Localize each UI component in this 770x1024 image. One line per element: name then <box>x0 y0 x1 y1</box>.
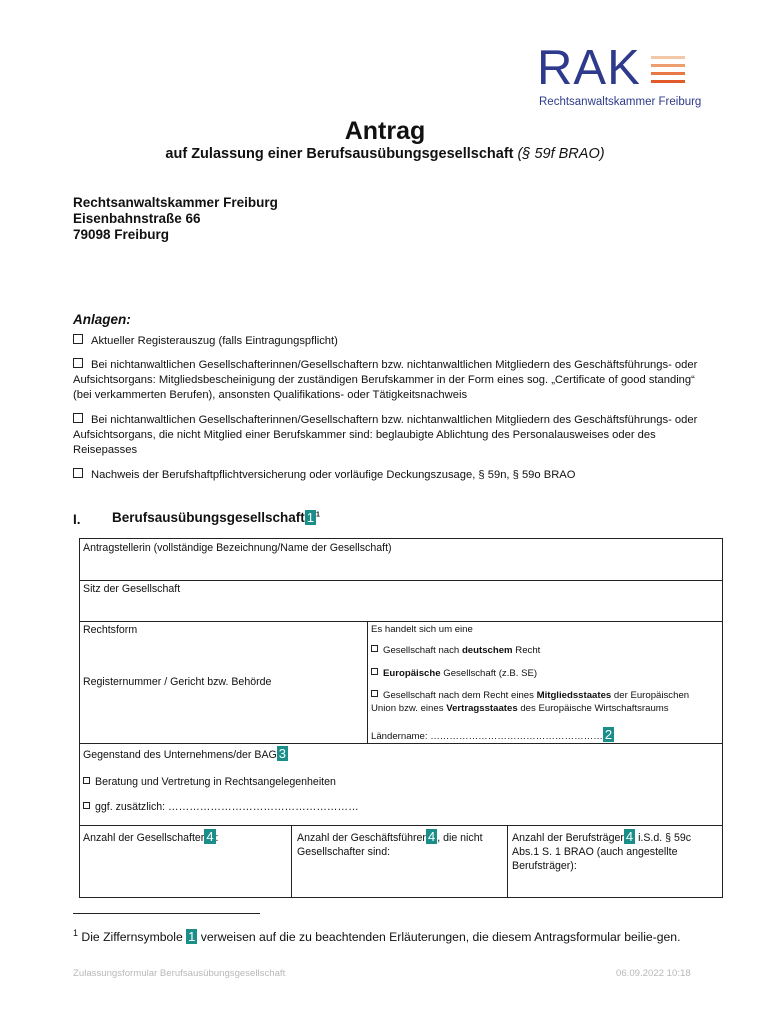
option-europaeisch[interactable]: Europäische Gesellschaft (z.B. SE) <box>371 667 537 680</box>
attachment-item: Bei nichtanwaltlichen Gesellschafterinnen/Gesellschaftern bzw. nichtanwaltlichen Mitgliedern des Geschäftsführungs- oder Aufsichtsorgans: Mitgliedsbescheinigung der zuständigen Berufskammer in der Form eines sog. „Certificate of good standing“ (bei verkammerten Berufen), ansonsten Qualifikations- oder Tätigkeitsnachweis <box>73 359 698 401</box>
checkbox[interactable] <box>371 668 378 675</box>
attachments-heading: Anlagen: <box>73 312 131 327</box>
page-title: Antrag <box>344 117 426 145</box>
field-anzahl-berufstraeger[interactable]: Anzahl der Berufsträger 4 i.S.d. § 59c Abs.1 S. 1 BRAO (auch angestellte Berufsträger): <box>512 829 692 872</box>
attachment-item: Nachweis der Berufshaftpflichtversicherung oder vorläufige Deckungszusage, § 59n, § 59o BRAO <box>73 468 713 483</box>
footer-right: 06.09.2022 10:18 <box>616 968 691 979</box>
checkbox[interactable] <box>371 690 378 697</box>
footnote: $^1$ Die Ziffernsymbole 1 verweisen auf die zu beachtenden Erläuterungen, die diesem Antragsformular beilie-gen. <box>73 928 681 945</box>
option-mitgliedsstaat[interactable]: Gesellschaft nach dem Recht eines Mitgliedsstaates der Europäischen Union bzw. eines Vertragsstaates des Europäische Wirtschaftsraums <box>371 690 690 714</box>
checkbox[interactable] <box>371 645 378 652</box>
checkbox[interactable] <box>73 334 83 344</box>
logo-text: RAK <box>537 41 641 95</box>
rak-logo <box>537 41 702 110</box>
logo-subtitle: Rechtsanwaltskammer Freiburg <box>539 96 702 108</box>
ref-marker: 4 <box>206 829 214 844</box>
footnote-ref: 1 <box>316 511 320 519</box>
field-laendername[interactable]: Ländername: ……………………………………………… 2 <box>371 727 613 742</box>
field-antragstellerin[interactable]: Antragstellerin (vollständige Bezeichnung/Name der Gesellschaft) <box>83 542 392 554</box>
field-gegenstand: Gegenstand des Unternehmens/der BAG 3 <box>83 746 286 761</box>
ref-marker: 3 <box>278 746 286 761</box>
field-rechtsform[interactable]: Rechtsform <box>83 624 138 636</box>
ref-marker: 4 <box>625 829 634 844</box>
option-deutsch[interactable]: Gesellschaft nach deutschem Recht <box>371 644 540 657</box>
es-handelt-label: Es handelt sich um eine <box>371 624 473 635</box>
ref-marker: 2 <box>604 727 613 742</box>
footnote-divider <box>73 913 260 914</box>
attachment-item: Aktueller Registerauszug (falls Eintragungspflicht) <box>73 334 713 349</box>
ref-marker: 1 <box>306 510 315 525</box>
ref-marker: 4 <box>427 829 436 844</box>
option-beratung[interactable]: Beratung und Vertretung in Rechtsangelegenheiten <box>83 775 336 789</box>
checkbox[interactable] <box>73 413 83 423</box>
checkbox[interactable] <box>83 802 90 809</box>
attachment-item: Bei nichtanwaltlichen Gesellschafterinnen/Gesellschaftern bzw. nichtanwaltlichen Mitgliedern des Geschäftsführungs- oder Aufsichtsorgans, die nicht Mitglied einer Berufskammer sind: beglaubigte Ablichtung des Personalausweises oder des Reisepasses <box>73 414 698 456</box>
ref-marker: 1 <box>188 929 196 945</box>
checkbox[interactable] <box>73 468 83 478</box>
logo-bars-icon <box>651 56 685 88</box>
section-title: Berufsausübungsgesellschaft 1 $^1$ <box>112 510 320 525</box>
address-line-1: Rechtsanwaltskammer Freiburg <box>73 195 278 210</box>
option-ggf[interactable]: ggf. zusätzlich: ……………………………………………… <box>83 800 359 814</box>
section-number: I. <box>73 512 81 527</box>
address-line-3: 79098 Freiburg <box>73 227 170 242</box>
page-subtitle: auf Zulassung einer Berufsausübungsgesellschaft (§ 59f BRAO) <box>165 146 605 162</box>
field-registernummer[interactable]: Registernummer / Gericht bzw. Behörde <box>83 676 272 688</box>
address-line-2: Eisenbahnstraße 66 <box>73 211 201 226</box>
field-sitz[interactable]: Sitz der Gesellschaft <box>83 583 181 595</box>
checkbox[interactable] <box>73 358 83 368</box>
field-anzahl-geschaeftsfuehrer[interactable]: Anzahl der Geschäftsführer 4 , die nicht Gesellschafter sind: <box>297 829 483 858</box>
field-anzahl-gesellschafter[interactable]: Anzahl der Gesellschafter 4 : <box>83 829 219 844</box>
footer-left: Zulassungsformular Berufsausübungsgesellschaft <box>73 968 286 979</box>
checkbox[interactable] <box>83 777 90 784</box>
